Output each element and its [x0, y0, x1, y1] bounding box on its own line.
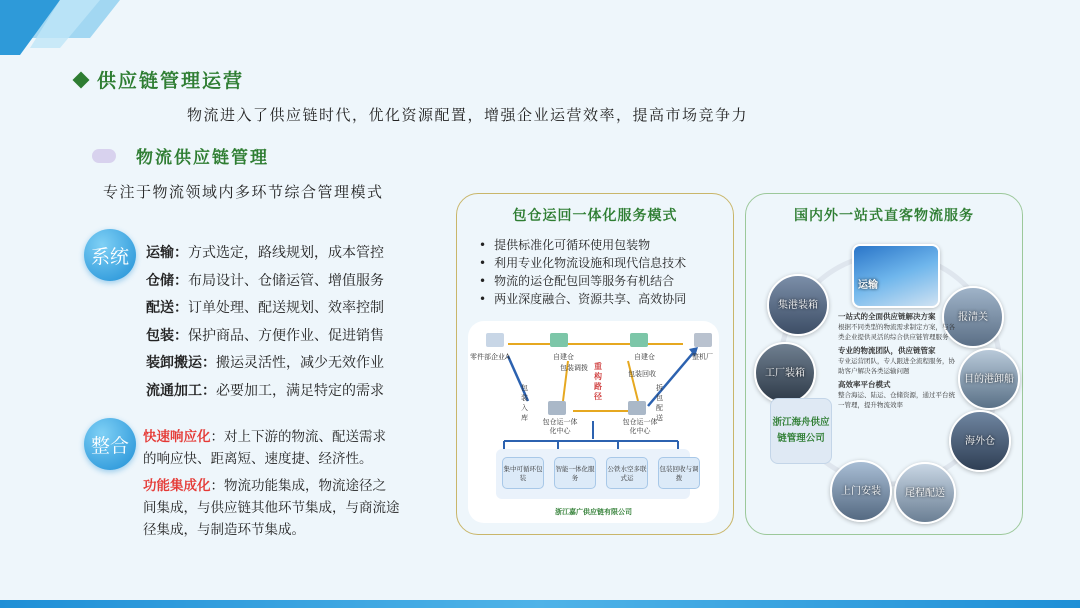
bullet-item: • 物流的运仓配包回等服务有机结合 — [479, 272, 686, 290]
service-box: 包装回收与调拨 — [658, 457, 700, 489]
photo-port-loading: 集港装箱 — [767, 274, 829, 336]
label-pack-dispatch: 包装调拨 — [560, 364, 588, 372]
panel-left-title: 包仓运回一体化服务模式 — [512, 208, 678, 224]
photo-factory-loading: 工厂装箱 — [754, 342, 816, 404]
system-list — [146, 240, 384, 405]
system-item-handling: 装卸搬运：搬运灵活性，减少无效作业 — [146, 355, 384, 371]
photo-installation: 上门安装 — [830, 460, 892, 522]
merge-item-integration: 功能集成化：物流功能集成，物流途径之 间集成，与供应链其他环节集成，与商流途 径集成，与制造环节集成。 — [143, 478, 400, 538]
system-item-storage: 仓储：布局设计、仓储运管、增值服务 — [146, 272, 384, 289]
bullet-item: • 两业深度融合、资源共享、高效协同 — [479, 290, 686, 308]
diagram-footer: 浙江嘉广供应链有限公司 — [555, 507, 632, 516]
service-box: 智能一体化服务 — [554, 457, 596, 489]
service-box: 集中可循环包装 — [502, 457, 544, 489]
photo-destination-port: 目的港卸船 — [958, 348, 1020, 410]
hub-icon — [548, 401, 566, 415]
diamond-icon — [73, 71, 90, 88]
factory-icon — [486, 333, 504, 347]
label-own-warehouse: 自建仓 — [634, 353, 655, 361]
pill-icon — [92, 149, 116, 163]
label-unpack-out: 拆包配送 — [656, 384, 663, 422]
warehouse-icon — [550, 333, 568, 347]
panel-direct-logistics — [745, 193, 1023, 535]
sub-title-text: 物流供应链管理 — [136, 148, 269, 168]
service-box: 公铁水空多联式运 — [606, 457, 648, 489]
photo-last-mile: 尾程配送 — [894, 462, 956, 524]
label-pack-in: 包装入库 — [521, 384, 528, 422]
bottom-bar — [0, 600, 1080, 608]
bullet-item: • 利用专业化物流设施和现代信息技术 — [479, 254, 686, 272]
bullet-item: • 提供标准化可循环使用包装物 — [479, 236, 686, 254]
corner-decoration — [0, 0, 140, 70]
merge-item-response: 快速响应化：对上下游的物流、配送需求 的响应快、距离短、速度捷、经济性。 — [143, 429, 386, 467]
sub-title — [92, 143, 269, 168]
label-parts-company: 零件部企业A — [470, 353, 511, 361]
label-oem: 整机厂 — [692, 353, 713, 361]
panel-right-title: 国内外一站式直客物流服务 — [794, 208, 974, 224]
panel-left-bullets — [479, 236, 686, 308]
system-item-delivery: 配送：订单处理、配送规划、效率控制 — [146, 300, 384, 316]
panel-integrated-service — [456, 193, 734, 535]
photo-customs: 报清关 — [942, 286, 1004, 348]
service-flow-diagram — [468, 321, 719, 523]
label-center: 包仓运一体化中心 — [622, 418, 658, 435]
system-badge: 系统 — [84, 229, 136, 281]
label-restructure: 重构路径 — [594, 361, 602, 401]
label-center: 包仓运一体化中心 — [542, 418, 578, 435]
company-name-box: 浙江海舟供应链管理公司 — [770, 398, 832, 464]
sub-description: 专注于物流领域内多环节综合管理模式 — [103, 183, 384, 201]
merge-badge: 整合 — [84, 418, 136, 470]
photo-overseas-warehouse: 海外仓 — [949, 410, 1011, 472]
warehouse-icon — [630, 333, 648, 347]
label-pack-recycle: 包装回收 — [628, 370, 656, 378]
oem-factory-icon — [694, 333, 712, 347]
hub-icon — [628, 401, 646, 415]
centre-description: 一站式的全面供应链解决方案 根据不同类型的物流需求制定方案，与各类企业提供灵活的综合供应链管理服务 专业的物流团队，供应链管家 专业运营团队，专人跟进全流程服务，协助客户解决各类运输问题 高效率平台模式 整合海运、陆运、仓储资源，通过平台统一管理，提升物流效率 — [838, 312, 955, 409]
system-item-packaging: 包装：保护商品、方便作业、促进销售 — [146, 327, 384, 344]
label-own-warehouse: 自建仓 — [553, 353, 574, 361]
centre-photo-transport: 运输 — [852, 244, 940, 308]
intro-text: 物流进入了供应链时代，优化资源配置，增强企业运营效率，提高市场竞争力 — [187, 106, 749, 124]
section-title-text: 供应链管理运营 — [97, 70, 245, 92]
system-item-transport: 运输：方式选定，路线规划，成本管控 — [146, 245, 384, 261]
section-title — [75, 66, 244, 93]
system-item-processing: 流通加工：必要加工，满足特定的需求 — [146, 382, 384, 399]
